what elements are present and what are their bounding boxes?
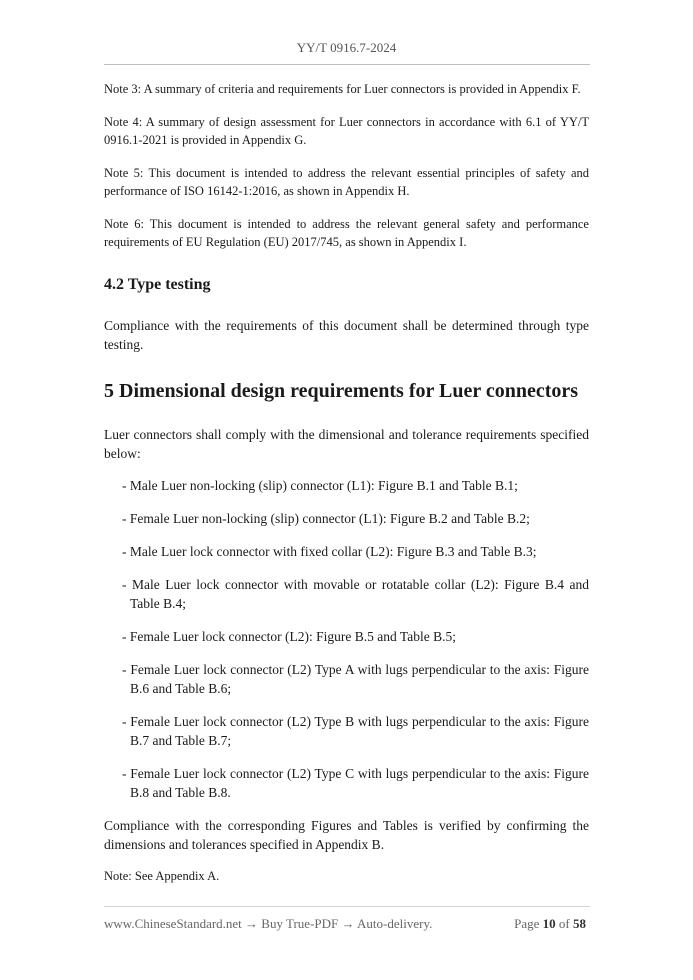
- footer-divider: [104, 906, 590, 907]
- list-item: - Female Luer lock connector (L2) Type B with lugs perpendicular to the axis: Figure B.7 and Table B.7;: [122, 714, 589, 748]
- list-item: - Male Luer lock connector with movable or rotatable collar (L2): Figure B.4 and Table B.4;: [122, 577, 589, 611]
- list-item: - Female Luer non-locking (slip) connector (L1): Figure B.2 and Table B.2;: [122, 511, 530, 526]
- note-6: Note 6: This document is intended to address the relevant general safety and performance requirements of EU Regulation (EU) 2017/745, as shown in Appendix I.: [104, 217, 589, 249]
- list-item: - Male Luer non-locking (slip) connector (L1): Figure B.1 and Table B.1;: [122, 478, 518, 493]
- note-5: Note 5: This document is intended to address the relevant essential principles of safety and performance of ISO 16142-1:2016, as shown in Appendix H.: [104, 166, 589, 198]
- list-item: - Male Luer lock connector with fixed collar (L2): Figure B.3 and Table B.3;: [122, 544, 537, 559]
- document-header: YY/T 0916.7-2024: [296, 40, 397, 55]
- section-4-2-heading: 4.2 Type testing: [104, 276, 211, 293]
- arrow-right-icon: →: [245, 916, 259, 931]
- footer-promo: [104, 916, 432, 932]
- connector-requirements-list: [104, 476, 589, 802]
- buy-pdf-link[interactable]: Buy True-PDF: [261, 916, 339, 931]
- section-5-heading: 5 Dimensional design requirements for Luer connectors: [104, 380, 579, 402]
- note-4: Note 4: A summary of design assessment for Luer connectors in accordance with 6.1 of YY/T 0916.1-2021 is provided in Appendix G.: [104, 115, 589, 147]
- page-label: Page: [514, 916, 540, 931]
- page-number: 10: [542, 916, 556, 931]
- of-label: of: [558, 916, 570, 931]
- compliance-paragraph: Compliance with the corresponding Figures and Tables is verified by confirming the dimensions and tolerances specified in Appendix B.: [104, 818, 589, 852]
- list-item: - Female Luer lock connector (L2) Type C with lugs perpendicular to the axis: Figure B.8 and Table B.8.: [122, 766, 589, 800]
- list-item: - Female Luer lock connector (L2) Type A with lugs perpendicular to the axis: Figure B.6 and Table B.6;: [122, 662, 589, 696]
- arrow-right-icon: →: [341, 916, 355, 931]
- page-indicator: [514, 916, 586, 932]
- section-4-2-text: Compliance with the requirements of this document shall be determined through type testing.: [104, 318, 589, 352]
- site-link[interactable]: www.ChineseStandard.net: [104, 916, 242, 931]
- page-content: [104, 80, 589, 900]
- list-item: - Female Luer lock connector (L2): Figure B.5 and Table B.5;: [122, 629, 456, 644]
- note-3: Note 3: A summary of criteria and requirements for Luer connectors is provided in Appendix F.: [104, 82, 581, 96]
- auto-delivery-text: Auto-delivery.: [357, 916, 433, 931]
- total-pages: 58: [573, 916, 586, 931]
- header-divider: [104, 64, 590, 65]
- section-5-intro: Luer connectors shall comply with the dimensional and tolerance requirements specified below:: [104, 427, 589, 461]
- appendix-note: Note: See Appendix A.: [104, 869, 220, 883]
